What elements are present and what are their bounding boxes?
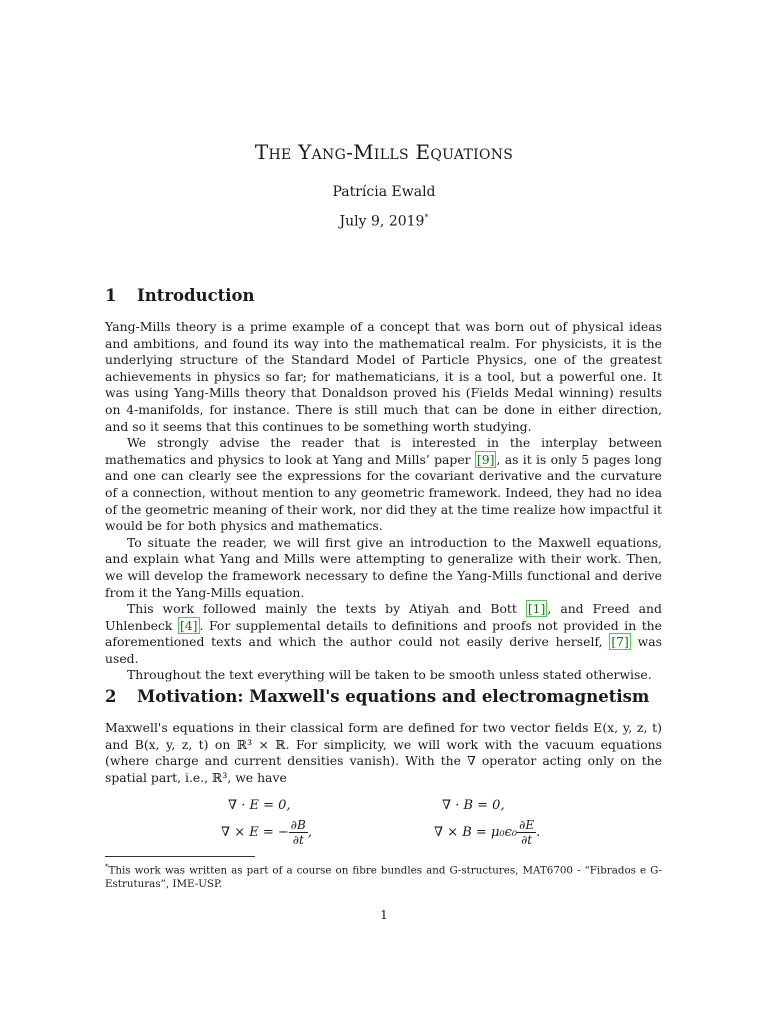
paragraph: This work followed mainly the texts by Atiyah and Bott [1] , and Freed and Uhlenbeck [4] . For supplemental details to definitions and proofs not provided in the aforementioned texts and which the author could not easily derive herself, [7] was used. — [105, 601, 662, 666]
paragraph: We strongly advise the reader that is interested in the interplay between mathematics and physics to look at Yang and Mills’ paper [9] , as it is only 5 pages long and one can clearly see the expressions for the covariant derivative and the curvature of a connection, without mention to any geometric framework. Indeed, they had no idea of the geometric meaning of their work, nor did they at the time realize how impactful it would be for both physics and mathematics. — [105, 435, 663, 534]
section-number: 2 — [105, 687, 117, 706]
footnote-mark: * — [105, 863, 109, 871]
section-number: 1 — [105, 286, 117, 305]
page-number: 1 — [380, 908, 388, 922]
fraction — [517, 818, 536, 847]
citation-link[interactable]: [7] — [611, 634, 629, 650]
equation-lhs: ∇ × E = − — [221, 825, 289, 840]
numerator: ∂E — [519, 818, 535, 832]
equation-curl-e — [221, 818, 312, 847]
numerator: ∂B — [290, 818, 306, 832]
footnote-text: This work was written as part of a course on fibre bundles and G-structures, MAT6700 - “Fibrados e G-Estruturas”, IME-USP. — [105, 864, 662, 891]
paragraph: Throughout the text everything will be taken to be smooth unless stated otherwise. — [127, 667, 652, 683]
equation-curl-b — [434, 818, 540, 847]
date-text: July 9, 2019 — [339, 213, 425, 230]
paper-title — [0, 140, 768, 164]
author-name: Patrícia Ewald — [332, 184, 436, 200]
section-2-heading — [105, 687, 649, 706]
date-line — [0, 213, 768, 230]
denominator: ∂t — [292, 833, 304, 847]
equation-lhs: ∇ × B = μ₀ϵ₀ — [434, 825, 518, 840]
citation-link[interactable]: [9] — [476, 451, 495, 467]
equation-div-b: ∇ · B = 0, — [442, 798, 505, 813]
section-title: Introduction — [137, 286, 255, 305]
paragraph: Yang-Mills theory is a prime example of a concept that was born out of physical ideas and ambitions, and found its way into the mathematical realm. For physicists, it is the underlying structure of the Standard Model of Particle Physics, one of the greatest achievements in physics so far; for mathematicians, it is a tool, but a powerful one. It was using Yang-Mills theory that Donaldson proved his (Fields Medal winning) results on 4-manifolds, for instance. There is still much that can be done in either direction, and so it seems that this continues to be something worth studying. — [105, 319, 662, 434]
denominator: ∂t — [521, 833, 533, 847]
citation-link[interactable]: [1] — [527, 601, 546, 617]
equation-punct: , — [307, 825, 312, 840]
footnote-divider — [105, 856, 255, 857]
citation-link[interactable]: [4] — [179, 617, 198, 633]
paragraph: To situate the reader, we will first give an introduction to the Maxwell equations, and explain what Yang and Mills were attempting to generalize with their work. Then, we will develop the framework necessary to define the Yang-Mills functional and derive from it the Yang-Mills equation. — [105, 534, 662, 600]
title-text: The Yang-Mills Equations — [254, 140, 514, 164]
date-footnote-mark[interactable]: * — [424, 213, 429, 222]
section-2-body — [105, 720, 662, 786]
footnote — [105, 860, 662, 891]
equation-div-e: ∇ · E = 0, — [228, 798, 291, 813]
equation-punct: . — [536, 825, 541, 840]
fraction — [289, 818, 308, 847]
section-1-heading — [105, 286, 255, 305]
paragraph: Maxwell's equations in their classical form are defined for two vector fields E(x, y, z, t) and B(x, y, z, t) on ℝ³ × ℝ. For simplicity, we will work with the vacuum equations (where charge and current densities vanish). With the ∇ operator acting only on the spatial part, i.e., ℝ³, we have — [105, 720, 662, 785]
section-title: Motivation: Maxwell's equations and electromagnetism — [137, 687, 650, 706]
section-1-body — [105, 319, 662, 684]
